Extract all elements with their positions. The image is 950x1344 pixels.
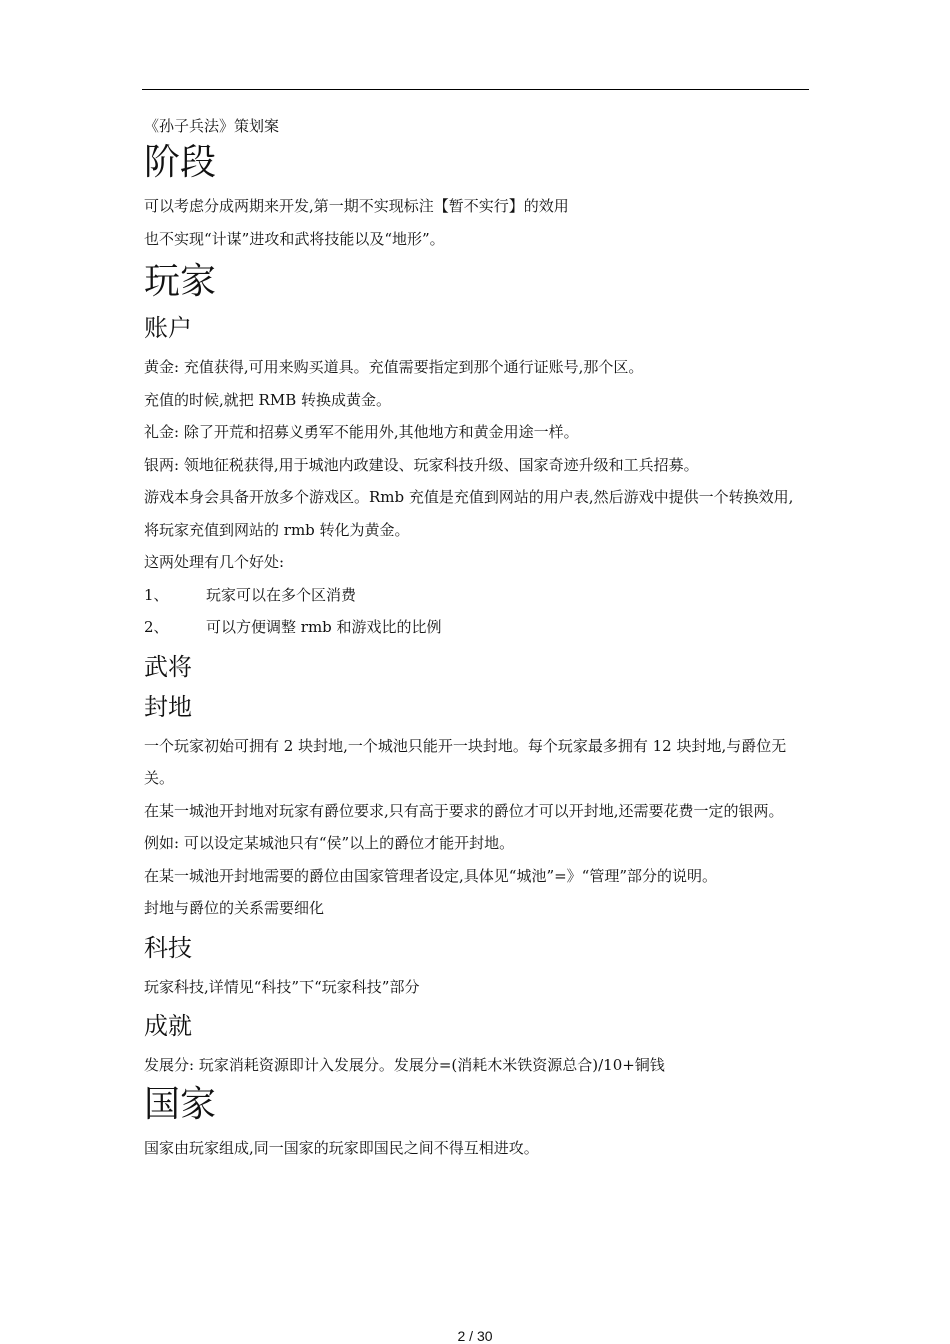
paragraph: 银两: 领地征税获得,用于城池内政建设、玩家科技升级、国家奇迹升级和工兵招募。 <box>144 455 699 474</box>
heading-account: 账户 <box>144 314 192 342</box>
paragraph: 封地与爵位的关系需要细化 <box>144 899 325 917</box>
heading-general: 武将 <box>144 652 192 681</box>
document-body <box>144 112 794 1164</box>
heading-nation: 国家 <box>144 1083 217 1125</box>
paragraph: 游戏本身会具备开放多个游戏区。Rmb 充值是充值到网站的用户表,然后游戏中提供一个转换效用,将玩家充值到网站的 rmb 转化为黄金。 <box>144 488 794 539</box>
header-rule <box>142 89 809 90</box>
paragraph: 在某一城池开封地对玩家有爵位要求,只有高于要求的爵位才可以开封地,还需要花费一定的银两。例如: 可以设定某城池只有“侯”以上的爵位才能开封地。 <box>144 801 784 852</box>
list-text: 可以方便调整 rmb 和游戏比的比例 <box>206 618 442 636</box>
list-item <box>144 579 794 612</box>
list-text: 玩家可以在多个区消费 <box>206 585 357 604</box>
paragraph: 可以考虑分成两期来开发,第一期不实现标注【暂不实行】的效用 <box>144 197 569 215</box>
paragraph: 发展分: 玩家消耗资源即计入发展分。发展分=(消耗木米铁资源总合)/10+铜钱 <box>144 1056 665 1074</box>
paragraph: 在某一城池开封地需要的爵位由国家管理者设定,具体见“城池”=》“管理”部分的说明。 <box>144 866 718 885</box>
paragraph: 也不实现“计谋”进攻和武将技能以及“地形”。 <box>144 229 445 248</box>
document-title: 《孙子兵法》策划案 <box>144 117 280 135</box>
heading-tech: 科技 <box>144 933 192 962</box>
paragraph: 国家由玩家组成,同一国家的玩家即国民之间不得互相进攻。 <box>144 1138 539 1157</box>
list-number: 1、 <box>144 585 169 604</box>
heading-stage: 阶段 <box>144 142 217 183</box>
paragraph: 黄金: 充值获得,可用来购买道具。充值需要指定到那个通行证账号,那个区。 <box>144 358 644 376</box>
list-number: 2、 <box>144 618 169 636</box>
heading-fief: 封地 <box>144 692 192 721</box>
paragraph: 玩家科技,详情见“科技”下“玩家科技”部分 <box>144 977 420 996</box>
heading-player: 玩家 <box>144 261 217 302</box>
page-number: 2 / 30 <box>457 1328 493 1344</box>
paragraph: 一个玩家初始可拥有 2 块封地,一个城池只能开一块封地。每个玩家最多拥有 12 块封地,与爵位无关。 <box>144 736 787 787</box>
paragraph: 充值的时候,就把 RMB 转换成黄金。 <box>144 390 391 409</box>
paragraph: 礼金: 除了开荒和招募义勇军不能用外,其他地方和黄金用途一样。 <box>144 423 579 441</box>
paragraph: 这两处理有几个好处: <box>144 553 285 571</box>
heading-achievement: 成就 <box>144 1012 192 1040</box>
list-item <box>144 611 794 644</box>
